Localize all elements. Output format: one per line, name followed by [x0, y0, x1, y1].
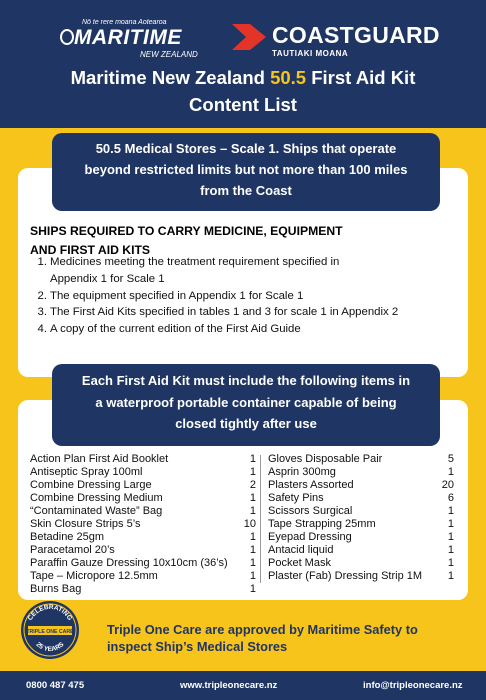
coastguard-name: COASTGUARD	[272, 22, 440, 48]
kit-item-row: Scissors Surgical 1	[268, 505, 454, 517]
kit-item-row: “Contaminated Waste” Bag 1	[30, 505, 256, 517]
ships-heading: SHIPS REQUIRED TO CARRY MEDICINE, EQUIPMENT AND FIRST AID KITS	[30, 224, 343, 257]
kit-item-row: Action Plan First Aid Booklet 1	[30, 453, 256, 465]
kit-item-row: Pocket Mask 1	[268, 557, 454, 569]
kit-item-row: Combine Dressing Medium 1	[30, 492, 256, 504]
coastguard-logo	[232, 20, 452, 60]
svg-text:25 YEARS: 25 YEARS	[34, 641, 66, 654]
scale-banner: 50.5 Medical Stores – Scale 1. Ships that operate beyond restricted limits but not more than 100 miles from the Coast	[52, 133, 440, 211]
svg-text:CELEBRATING: CELEBRATING	[26, 603, 74, 622]
ships-requirements-list	[28, 254, 458, 338]
kit-item-row: Combine Dressing Large 2	[30, 479, 256, 491]
footer-email[interactable]: info@tripleonecare.nz	[363, 680, 463, 691]
kit-item-row: Asprin 300mg 1	[268, 466, 454, 478]
kit-item-row: Burns Bag 1	[30, 583, 256, 595]
kit-item-row: Betadine 25gm 1	[30, 531, 256, 543]
kit-item-row: Antacid liquid 1	[268, 544, 454, 556]
coastguard-sub: TAUTIAKI MOANA	[272, 49, 349, 58]
mnz-sub: NEW ZEALAND	[140, 50, 198, 59]
kit-item-row: Gloves Disposable Pair 5	[268, 453, 454, 465]
mnz-name: MARITIME	[74, 26, 182, 49]
footer-phone[interactable]: 0800 487 475	[26, 680, 85, 691]
seal-center-text: TRIPLE ONE CARE	[26, 629, 74, 635]
kit-requirement-banner: Each First Aid Kit must include the following items in a waterproof portable container capable of being closed tightly after use	[52, 364, 440, 446]
kit-items-left	[30, 453, 256, 596]
kit-item-row: Eyepad Dressing 1	[268, 531, 454, 543]
kit-item-row: Tape Strapping 25mm 1	[268, 518, 454, 530]
approval-statement: Triple One Care are approved by Maritime Safety to inspect Ship’s Medical Stores	[107, 622, 418, 654]
kit-item-row: Safety Pins 6	[268, 492, 454, 504]
maritime-emblem-icon	[60, 29, 74, 45]
kit-item-row: Skin Closure Strips 5’s 10	[30, 518, 256, 530]
footer-band	[0, 671, 486, 700]
list-item: 2. The equipment specified in Appendix 1 for Scale 1	[37, 289, 304, 302]
kit-item-row: Paraffin Gauze Dressing 10x10cm (36’s) 1	[30, 557, 256, 569]
kit-item-row: Tape – Micropore 12.5mm 1	[30, 570, 256, 582]
kit-item-row: Antiseptic Spray 100ml 1	[30, 466, 256, 478]
celebrating-25-years-seal-icon	[20, 600, 80, 660]
list-item: Appendix 1 for Scale 1	[50, 272, 165, 285]
maritime-nz-logo	[60, 19, 200, 59]
kit-item-row: Plaster (Fab) Dressing Strip 1M 1	[268, 570, 454, 582]
list-item: 1. Medicines meeting the treatment requirement specified in	[37, 256, 340, 268]
kit-item-row: Paracetamol 20’s 1	[30, 544, 256, 556]
coastguard-chevron-icon	[232, 24, 266, 50]
footer-website[interactable]: www.tripleonecare.nz	[180, 680, 278, 691]
page-title: Maritime New Zealand 50.5 First Aid Kit Content List	[70, 67, 416, 115]
list-item: 3. The First Aid Kits specified in tables 1 and 3 for scale 1 in Appendix 2	[37, 306, 399, 319]
column-divider	[260, 455, 261, 583]
list-item: 4. A copy of the current edition of the First Aid Guide	[37, 323, 301, 336]
mnz-tagline: Nō te rere moana Aotearoa	[82, 19, 167, 26]
kit-items-right	[268, 453, 454, 583]
kit-item-row: Plasters Assorted 20	[268, 479, 454, 491]
title-highlight: 50.5	[270, 67, 307, 88]
